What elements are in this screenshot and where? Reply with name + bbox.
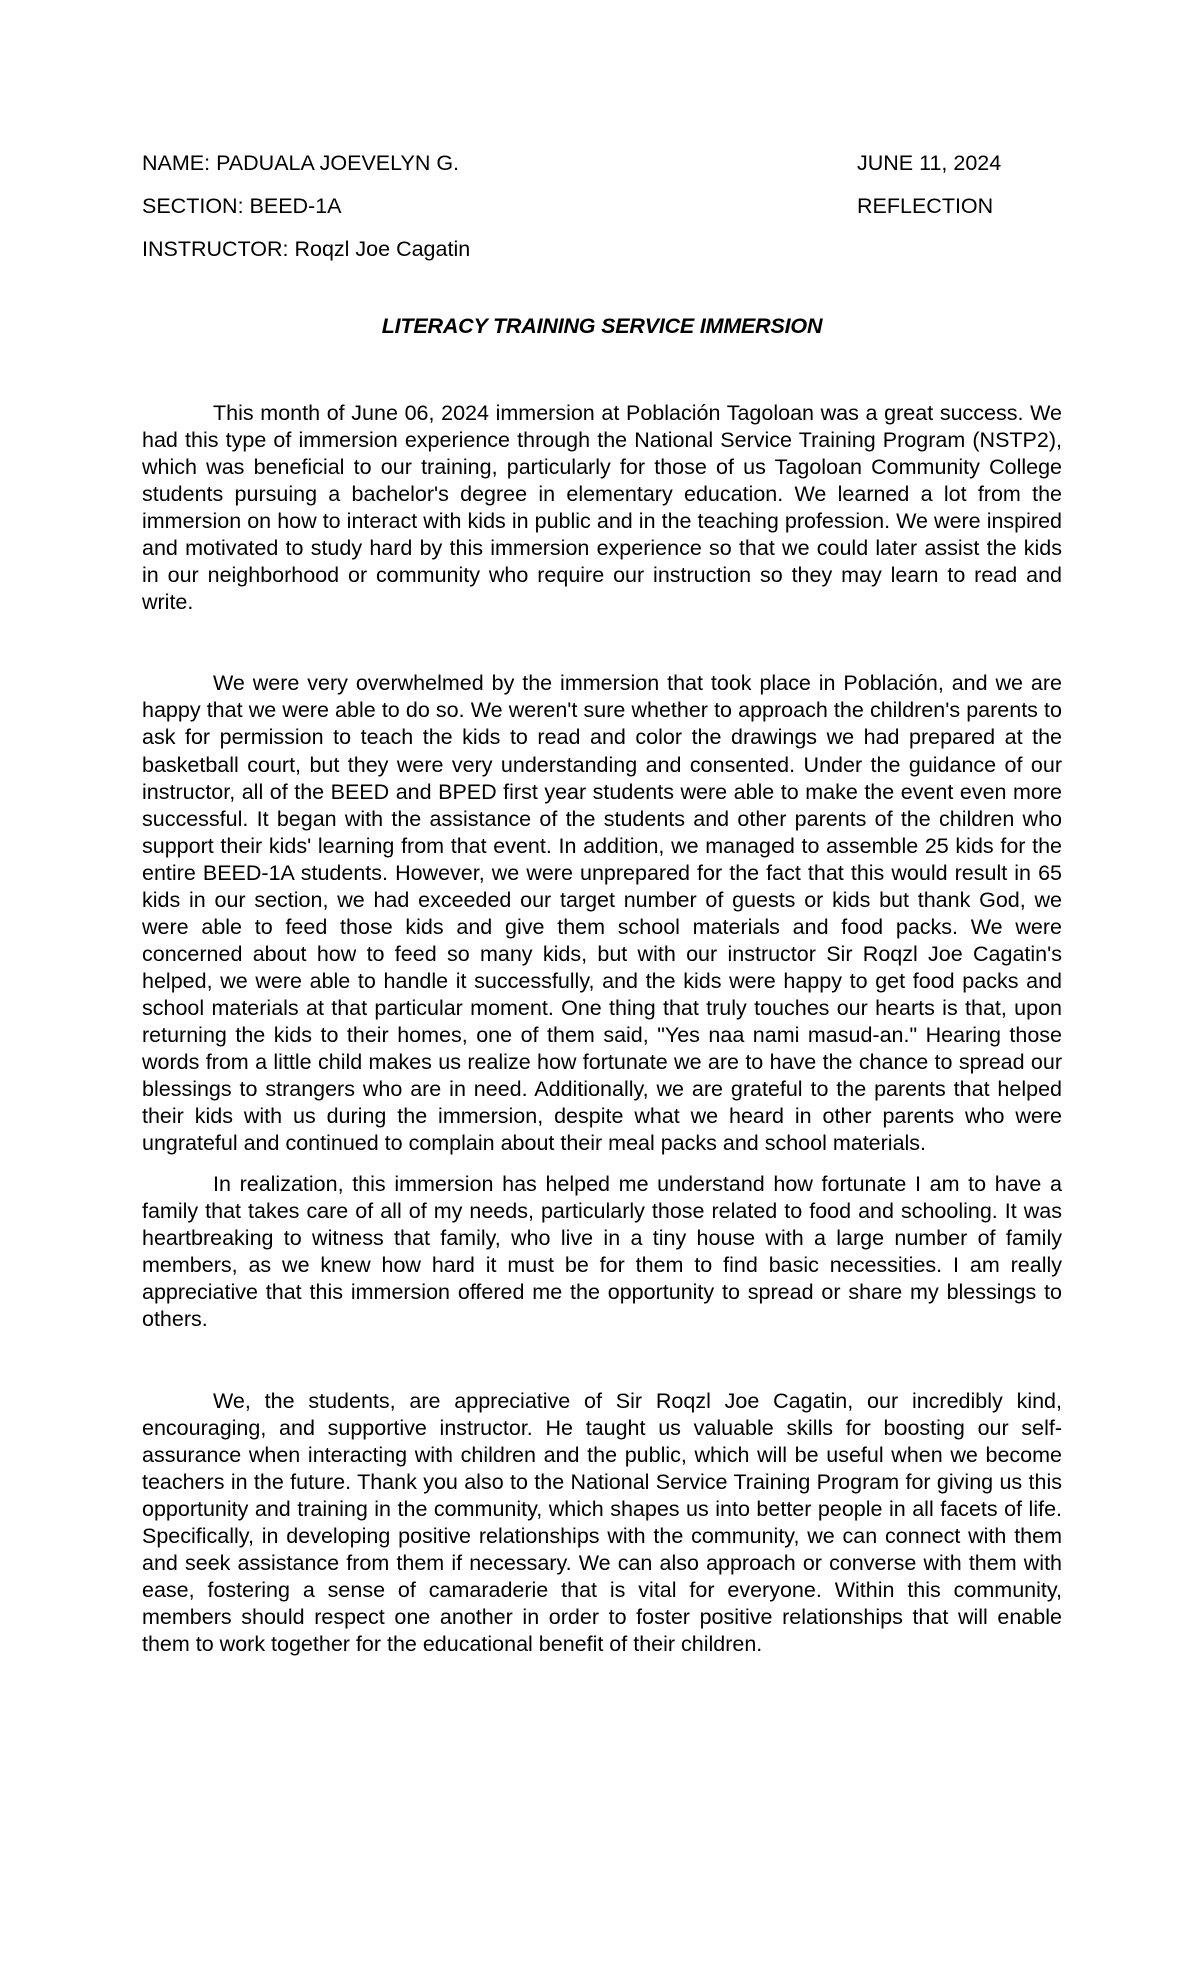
- document-title: LITERACY TRAINING SERVICE IMMERSION: [381, 314, 823, 338]
- instructor-name: INSTRUCTOR: Roqzl Joe Cagatin: [142, 237, 471, 261]
- paragraph-2: We were very overwhelmed by the immersion that took place in Población, and we are happy that we were able to do so. We weren't sure whether to approach the children's parents to ask for permission to teach the kids to read and color the drawings we had prepared at the basketball court, but they were very understanding and consented. Under the guidance of our instructor, all of the BEED and BPED first year students were able to make the event even more successful. It began with the assistance of the students and other parents of the children who support their kids' learning from that event. In addition, we managed to assemble 25 kids for the entire BEED-1A students. However, we were unprepared for the fact that this would result in 65 kids in our section, we had exceeded our target number of guests or kids but thank God, we were able to feed those kids and give them school materials and food packs. We were concerned about how to feed so many kids, but with our instructor Sir Roqzl Joe Cagatin's helped, we were able to handle it successfully, and the kids were happy to get food packs and school materials at that particular moment. One thing that truly touches our hearts is that, upon returning the kids to their homes, one of them said, "Yes naa nami masud-an." Hearing those words from a little child makes us realize how fortunate we are to have the chance to spread our blessings to strangers who are in need. Additionally, we are grateful to the parents that helped their kids with us during the immersion, despite what we heard in other parents who were ungrateful and continued to complain about their meal packs and school materials.: [142, 671, 1062, 1156]
- header-meta-block: [857, 142, 1001, 228]
- paragraph-1: This month of June 06, 2024 immersion at Población Tagoloan was a great success. We had this type of immersion experience through the National Service Training Program (NSTP2), which was beneficial to our training, particularly for those of us Tagoloan Community College students pursuing a bachelor's degree in elementary education. We learned a lot from the immersion on how to interact with kids in public and in the teaching profession. We were inspired and motivated to study hard by this immersion experience so that we could later assist the kids in our neighborhood or community who require our instruction so they may learn to read and write.: [142, 401, 1062, 615]
- student-name: NAME: PADUALA JOEVELYN G.: [142, 151, 460, 175]
- paragraph-4: We, the students, are appreciative of Sir Roqzl Joe Cagatin, our incredibly kind, encouraging, and supportive instructor. He taught us valuable skills for boosting our self-assurance when interacting with children and the public, which will be useful when we become teachers in the future. Thank you also to the National Service Training Program for giving us this opportunity and training in the community, which shapes us into better people in all facets of life. Specifically, in developing positive relationships with the community, we can connect with them and seek assistance from them if necessary. We can also approach or converse with them with ease, fostering a sense of camaraderie that is vital for everyone. Within this community, members should respect one another in order to foster positive relationships that will enable them to work together for the educational benefit of their children.: [142, 1388, 1062, 1656]
- paragraph-3: In realization, this immersion has helped me understand how fortunate I am to have a family that takes care of all of my needs, particularly those related to food and schooling. It was heartbreaking to witness that family, who live in a tiny house with a large number of family members, as we knew how hard it must be for them to find basic necessities. I am really appreciative that this immersion offered me the opportunity to spread or share my blessings to others.: [142, 1172, 1062, 1332]
- document-date: JUNE 11, 2024: [857, 151, 1002, 175]
- document-body: [142, 400, 1062, 1658]
- header-info-block: [142, 142, 470, 271]
- student-section: SECTION: BEED-1A: [142, 194, 342, 218]
- document-type: REFLECTION: [857, 194, 994, 218]
